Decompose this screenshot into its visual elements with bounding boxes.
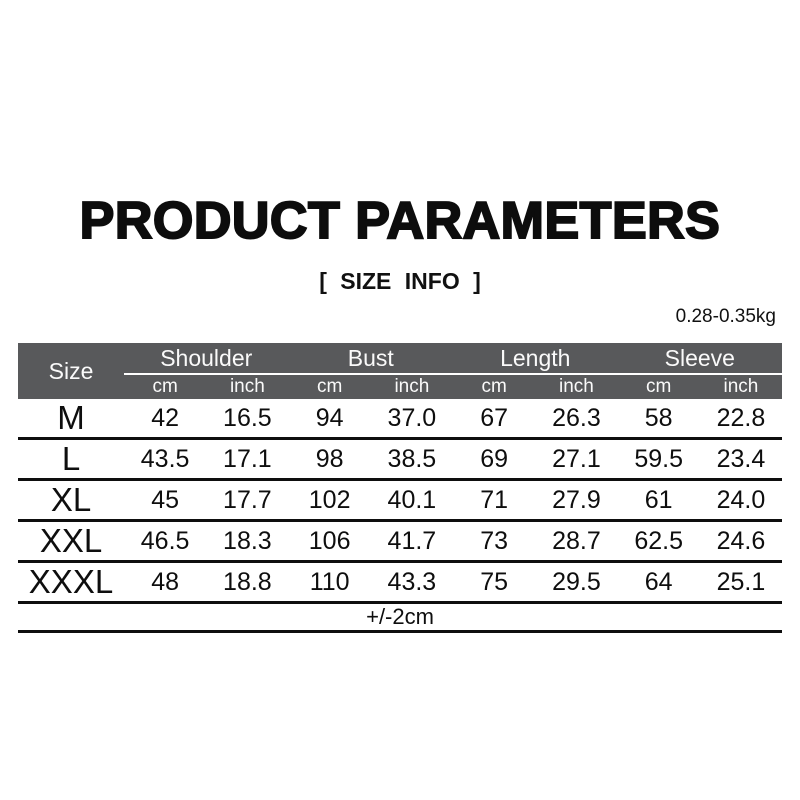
table-cell: 16.5 (206, 399, 288, 439)
size-label: L (18, 439, 124, 480)
table-cell: 27.1 (535, 439, 617, 480)
size-table-header (18, 343, 782, 399)
table-cell: 25.1 (700, 562, 782, 603)
table-cell: 43.5 (124, 439, 206, 480)
table-cell: 48 (124, 562, 206, 603)
header-length: Length (453, 343, 618, 374)
table-cell: 73 (453, 521, 535, 562)
table-cell: 61 (618, 480, 700, 521)
size-label: XXXL (18, 562, 124, 603)
table-cell: 24.6 (700, 521, 782, 562)
size-label: M (18, 399, 124, 439)
table-cell: 41.7 (371, 521, 453, 562)
table-cell: 59.5 (618, 439, 700, 480)
size-table-body (18, 399, 782, 632)
unit-sleeve-cm: cm (618, 374, 700, 399)
table-cell: 22.8 (700, 399, 782, 439)
table-cell: 26.3 (535, 399, 617, 439)
table-cell: 38.5 (371, 439, 453, 480)
table-row-l (18, 439, 782, 480)
table-cell: 75 (453, 562, 535, 603)
size-label: XXL (18, 521, 124, 562)
table-cell: 102 (289, 480, 371, 521)
table-cell: 24.0 (700, 480, 782, 521)
table-cell: 18.3 (206, 521, 288, 562)
unit-bust-cm: cm (289, 374, 371, 399)
table-cell: 62.5 (618, 521, 700, 562)
table-row-xxxl (18, 562, 782, 603)
table-cell: 71 (453, 480, 535, 521)
table-cell: 27.9 (535, 480, 617, 521)
table-row-xxl (18, 521, 782, 562)
header-sleeve: Sleeve (618, 343, 783, 374)
size-info-subtitle: [ SIZE INFO ] (319, 268, 481, 294)
header-shoulder: Shoulder (124, 343, 289, 374)
unit-length-cm: cm (453, 374, 535, 399)
header-unit-row (18, 374, 782, 399)
table-cell: 17.7 (206, 480, 288, 521)
unit-shoulder-inch: inch (206, 374, 288, 399)
table-row-xl (18, 480, 782, 521)
table-cell: 40.1 (371, 480, 453, 521)
table-cell: 37.0 (371, 399, 453, 439)
table-cell: 43.3 (371, 562, 453, 603)
table-cell: 67 (453, 399, 535, 439)
table-cell: 28.7 (535, 521, 617, 562)
table-cell: 106 (289, 521, 371, 562)
header-bust: Bust (289, 343, 454, 374)
table-cell: 17.1 (206, 439, 288, 480)
unit-length-inch: inch (535, 374, 617, 399)
table-cell: 58 (618, 399, 700, 439)
tolerance-note: +/-2cm (18, 603, 782, 632)
page-title: PRODUCT PARAMETERS (79, 192, 721, 250)
table-cell: 23.4 (700, 439, 782, 480)
table-cell: 98 (289, 439, 371, 480)
size-label: XL (18, 480, 124, 521)
table-cell: 64 (618, 562, 700, 603)
table-row-m (18, 399, 782, 439)
table-cell: 69 (453, 439, 535, 480)
table-cell: 45 (124, 480, 206, 521)
table-cell: 29.5 (535, 562, 617, 603)
header-size: Size (18, 343, 124, 399)
table-cell: 18.8 (206, 562, 288, 603)
unit-bust-inch: inch (371, 374, 453, 399)
unit-sleeve-inch: inch (700, 374, 782, 399)
table-cell: 110 (289, 562, 371, 603)
unit-shoulder-cm: cm (124, 374, 206, 399)
table-cell: 42 (124, 399, 206, 439)
size-table (18, 343, 782, 633)
table-cell: 94 (289, 399, 371, 439)
weight-note: 0.28-0.35kg (675, 306, 776, 327)
table-footer-row (18, 603, 782, 632)
table-cell: 46.5 (124, 521, 206, 562)
header-group-row (18, 343, 782, 374)
